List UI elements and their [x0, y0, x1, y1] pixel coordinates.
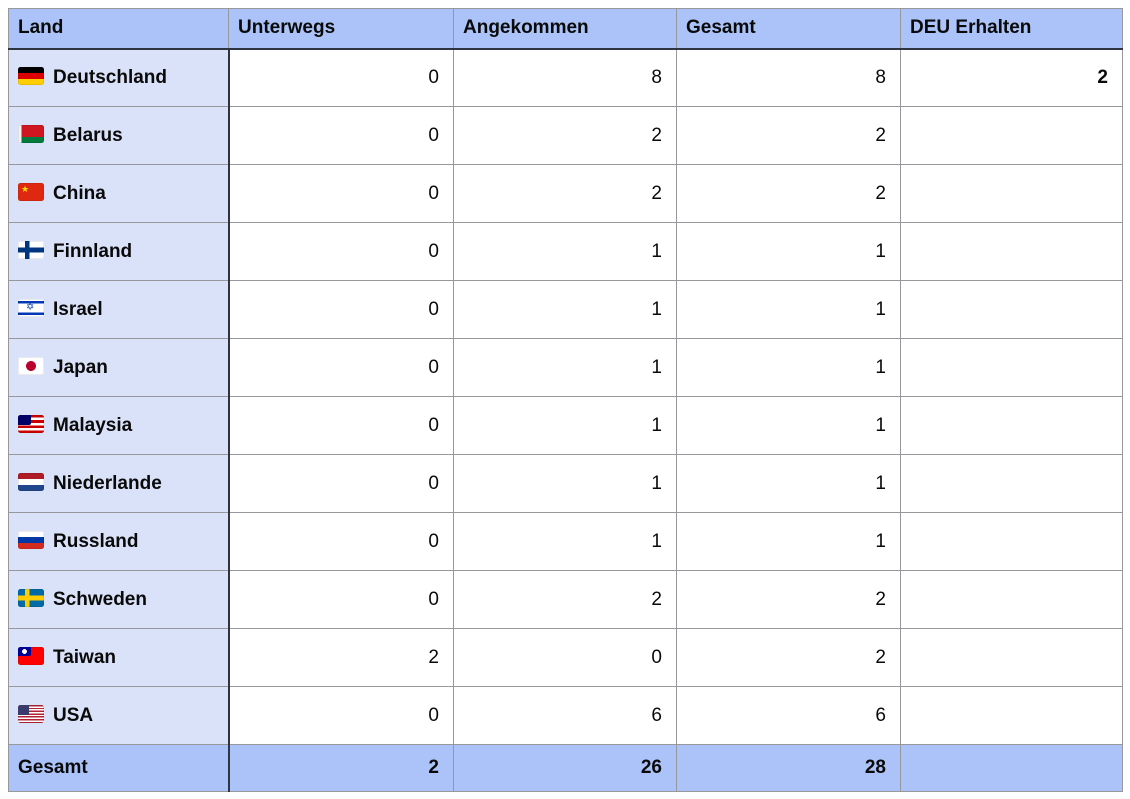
- angekommen-cell: 2: [454, 165, 677, 223]
- gesamt-cell: 2: [677, 165, 901, 223]
- flag-nl-icon: [18, 473, 44, 491]
- deu-erhalten-cell: [901, 165, 1123, 223]
- table-row: [9, 281, 1123, 339]
- totals-label: Gesamt: [9, 745, 229, 792]
- deu-erhalten-cell: 2: [901, 49, 1123, 107]
- deu-erhalten-cell: [901, 571, 1123, 629]
- country-name: Belarus: [53, 124, 123, 146]
- gesamt-cell: 1: [677, 281, 901, 339]
- gesamt-cell: 2: [677, 107, 901, 165]
- deu-erhalten-cell: [901, 339, 1123, 397]
- column-header-gesamt: Gesamt: [677, 9, 901, 49]
- country-name: Malaysia: [53, 414, 133, 436]
- unterwegs-cell: 0: [229, 687, 454, 745]
- angekommen-cell: 8: [454, 49, 677, 107]
- totals-row: [9, 745, 1123, 792]
- unterwegs-cell: 0: [229, 49, 454, 107]
- angekommen-cell: 6: [454, 687, 677, 745]
- gesamt-cell: 1: [677, 223, 901, 281]
- flag-fi-icon: [18, 241, 44, 259]
- table-row: [9, 397, 1123, 455]
- deu-erhalten-cell: [901, 629, 1123, 687]
- gesamt-cell: 2: [677, 629, 901, 687]
- table-row: [9, 223, 1123, 281]
- flag-cn-icon: [18, 183, 44, 201]
- country-name: Israel: [53, 298, 103, 320]
- flag-tw-icon: [18, 647, 44, 665]
- angekommen-cell: 2: [454, 571, 677, 629]
- country-name: Schweden: [53, 588, 147, 610]
- table-footer: [9, 745, 1123, 792]
- unterwegs-cell: 0: [229, 165, 454, 223]
- angekommen-cell: 1: [454, 339, 677, 397]
- country-cell: [9, 687, 229, 745]
- gesamt-cell: 1: [677, 455, 901, 513]
- table-row: [9, 687, 1123, 745]
- angekommen-cell: 1: [454, 513, 677, 571]
- country-cell: [9, 281, 229, 339]
- angekommen-cell: 1: [454, 281, 677, 339]
- column-header-deu-erhalten: DEU Erhalten: [901, 9, 1123, 49]
- table-header: [9, 9, 1123, 49]
- country-name: Taiwan: [53, 646, 116, 668]
- deu-erhalten-cell: [901, 223, 1123, 281]
- unterwegs-cell: 0: [229, 455, 454, 513]
- gesamt-cell: 1: [677, 513, 901, 571]
- totals-angekommen-cell: 26: [454, 745, 677, 792]
- angekommen-cell: 2: [454, 107, 677, 165]
- column-header-unterwegs: Unterwegs: [229, 9, 454, 49]
- flag-by-icon: [18, 125, 44, 143]
- unterwegs-cell: 0: [229, 397, 454, 455]
- deu-erhalten-cell: [901, 397, 1123, 455]
- table-row: [9, 455, 1123, 513]
- country-shipment-table: [8, 8, 1123, 792]
- angekommen-cell: 1: [454, 455, 677, 513]
- gesamt-cell: 8: [677, 49, 901, 107]
- country-name: Russland: [53, 530, 139, 552]
- country-cell: [9, 629, 229, 687]
- flag-de-icon: [18, 67, 44, 85]
- country-cell: [9, 223, 229, 281]
- gesamt-cell: 1: [677, 397, 901, 455]
- unterwegs-cell: 2: [229, 629, 454, 687]
- header-row: [9, 9, 1123, 49]
- country-name: China: [53, 182, 106, 204]
- flag-us-icon: [18, 705, 44, 723]
- unterwegs-cell: 0: [229, 223, 454, 281]
- unterwegs-cell: 0: [229, 281, 454, 339]
- flag-jp-icon: [18, 357, 44, 375]
- country-name: Deutschland: [53, 66, 168, 88]
- gesamt-cell: 1: [677, 339, 901, 397]
- column-header-land: Land: [9, 9, 229, 49]
- unterwegs-cell: 0: [229, 513, 454, 571]
- deu-erhalten-cell: [901, 281, 1123, 339]
- unterwegs-cell: 0: [229, 571, 454, 629]
- unterwegs-cell: 0: [229, 107, 454, 165]
- column-header-angekommen: Angekommen: [454, 9, 677, 49]
- country-cell: [9, 513, 229, 571]
- gesamt-cell: 2: [677, 571, 901, 629]
- flag-my-icon: [18, 415, 44, 433]
- country-name: Niederlande: [53, 472, 162, 494]
- country-cell: [9, 165, 229, 223]
- flag-ru-icon: [18, 531, 44, 549]
- flag-se-icon: [18, 589, 44, 607]
- deu-erhalten-cell: [901, 687, 1123, 745]
- country-name: USA: [53, 704, 94, 726]
- unterwegs-cell: 0: [229, 339, 454, 397]
- totals-deu-erhalten-cell: [901, 745, 1123, 792]
- country-cell: [9, 339, 229, 397]
- angekommen-cell: 0: [454, 629, 677, 687]
- angekommen-cell: 1: [454, 397, 677, 455]
- deu-erhalten-cell: [901, 455, 1123, 513]
- country-name: Finnland: [53, 240, 133, 262]
- country-cell: [9, 455, 229, 513]
- angekommen-cell: 1: [454, 223, 677, 281]
- table-row: [9, 165, 1123, 223]
- table-row: [9, 571, 1123, 629]
- deu-erhalten-cell: [901, 513, 1123, 571]
- flag-il-icon: [18, 299, 44, 317]
- table-row: [9, 629, 1123, 687]
- country-cell: [9, 107, 229, 165]
- country-name: Japan: [53, 356, 108, 378]
- table-row: [9, 107, 1123, 165]
- gesamt-cell: 6: [677, 687, 901, 745]
- table-row: [9, 49, 1123, 107]
- totals-unterwegs-cell: 2: [229, 745, 454, 792]
- table-row: [9, 513, 1123, 571]
- totals-gesamt-cell: 28: [677, 745, 901, 792]
- table-body: [9, 49, 1123, 745]
- country-cell: [9, 49, 229, 107]
- country-cell: [9, 397, 229, 455]
- table-row: [9, 339, 1123, 397]
- country-cell: [9, 571, 229, 629]
- deu-erhalten-cell: [901, 107, 1123, 165]
